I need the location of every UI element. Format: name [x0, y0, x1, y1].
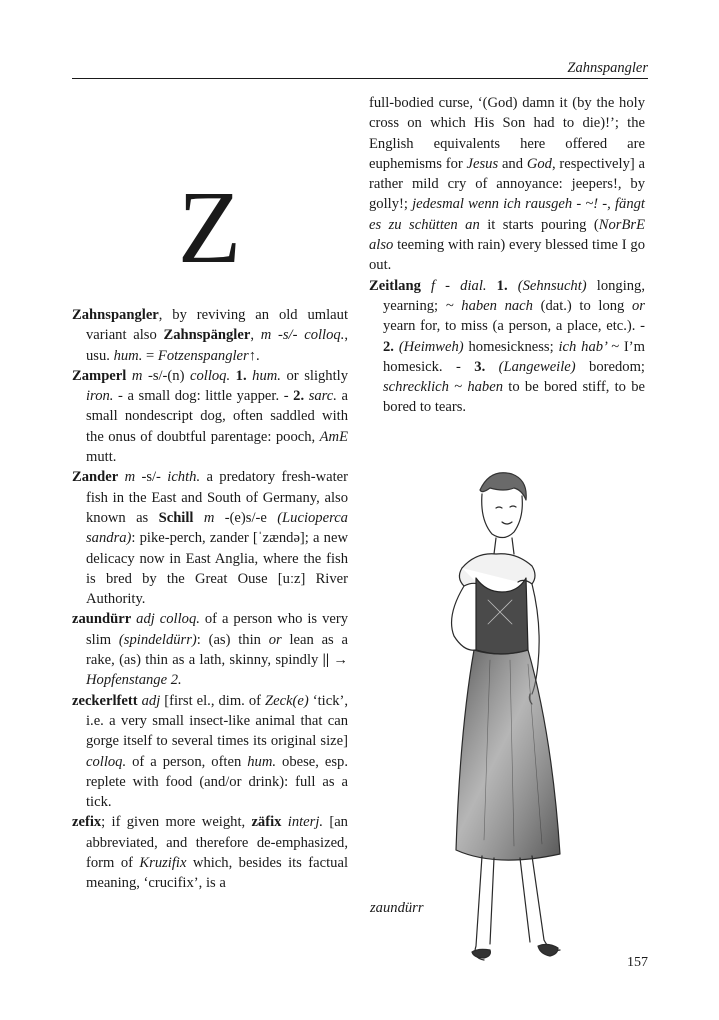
headword-variant: Schill: [158, 509, 194, 526]
entry-text: [508, 278, 518, 294]
entry-text: : pike-perch, zander [ˈzændə]; a new delicacy now in East Anglia, where the fish is bred by the Great Ouse [uːz] River Authority.: [86, 530, 348, 608]
usage-label: NorBrE also: [369, 216, 645, 254]
gloss: (Heimweh): [398, 338, 464, 355]
headword: zaundürr: [72, 611, 132, 628]
grammar-label: m -s/- colloq.: [260, 327, 345, 344]
entry-text: [an abbreviated, and therefore de-emphasized, form of: [86, 814, 348, 872]
headword: Zamperl: [72, 367, 127, 384]
usage-label: hum.: [252, 367, 281, 384]
cross-reference: Fotzenspangler: [157, 347, 249, 364]
entry-text: obese, esp. replete with food (and/or drink): full as a tick.: [86, 753, 348, 811]
entry-text: [487, 278, 497, 294]
page-number: 157: [627, 955, 648, 970]
entry-text: boredom;: [575, 358, 645, 375]
header-rule: [72, 78, 648, 79]
entry-text: a small nondescript dog, often saddled with the onus of doubtful parentage: pooch,: [86, 388, 348, 445]
entry-text: or slightly: [280, 367, 348, 384]
entry-text: →: [329, 652, 348, 669]
illustration-caption: zaundürr: [370, 900, 424, 916]
usage-label: colloq.: [189, 367, 231, 384]
usage-label: iron.: [86, 388, 114, 405]
gloss: (spindeldürr): [118, 631, 197, 648]
entry-zamperl: [72, 366, 348, 467]
dirndl-illustration: [410, 460, 580, 980]
cross-reference: Hopfenstange 2.: [86, 672, 182, 689]
entry-text: [485, 359, 498, 375]
entry-text: -s/-(n): [142, 367, 190, 384]
entry-text: full-bodied curse, ‘(God) damn it (by the holy cross on which His Son had to die)!’; the English equivalents here offered are euphemisms for: [369, 95, 645, 172]
entry-zander: [72, 467, 348, 609]
connector: or: [268, 631, 282, 648]
usage-label: AmE: [319, 428, 348, 445]
entry-zahnspangler: [72, 305, 348, 366]
grammar-label: adj colloq.: [131, 611, 200, 628]
grammar-label: m: [193, 509, 215, 526]
headword: zefix: [72, 814, 102, 831]
entry-text: ,: [250, 327, 261, 344]
entry-text: [first el., dim. of: [160, 692, 265, 709]
entry-text: ‘tick’, i.e. a very small insect-like animal that can gorge itself to several times its original size]: [86, 692, 349, 750]
etymon: Kruzifix: [139, 855, 187, 872]
usage-label: ichth.: [167, 469, 201, 486]
latin-name: (Lucioperca sandra): [86, 509, 348, 547]
etymon: Zeck(e): [265, 692, 309, 709]
grammar-label: m: [118, 469, 136, 486]
entry-text: , usu.: [86, 327, 348, 364]
entry-text: to be bored stiff, to be bored to tears.: [383, 379, 646, 416]
entry-text: mutt.: [86, 449, 117, 466]
entry-zeitlang: [369, 276, 645, 418]
entry-text: lean as a rake, (as) thin as a lath, skinny, spindly: [86, 631, 348, 669]
grammar-label: adj: [137, 692, 161, 709]
separator: ||: [322, 652, 330, 669]
gloss: Jesus: [466, 155, 499, 172]
entry-zefix: [72, 812, 348, 893]
headword: Zahnspangler: [72, 307, 159, 323]
example-phrase: schrecklich ~ haben: [383, 379, 504, 396]
headword-variant: zäfix: [251, 814, 282, 831]
grammar-label: f - dial.: [420, 277, 487, 294]
sense-number: 2.: [383, 338, 394, 355]
entry-text: a predatory fresh-water fish in the East and South of Germany, also known as: [86, 469, 348, 526]
entry-zeckerlfett: [72, 691, 348, 813]
sense-number: 1.: [496, 277, 508, 294]
entry-text: yearn for, to miss (a person, a place, etc.). -: [383, 318, 645, 335]
entry-text: which, besides its factual meaning, ‘crucifix’, is a: [86, 855, 348, 892]
grammar-label: interj.: [281, 814, 324, 831]
entry-text: ; if given more weight,: [101, 814, 252, 831]
gloss: (Sehnsucht): [517, 277, 587, 294]
sense-number: 3.: [474, 358, 486, 375]
entry-text: , by reviving an old umlaut variant also: [86, 307, 348, 344]
entry-text: I’m homesick. -: [383, 338, 645, 375]
sense-number: 1.: [235, 367, 247, 384]
headword-variant: Zahnspängler: [163, 327, 251, 344]
entry-text: of a person who is very slim: [86, 611, 348, 648]
entry-text: it starts pouring (: [479, 216, 599, 233]
sense-number: 2.: [293, 388, 305, 405]
entry-text: -s/-: [135, 469, 168, 486]
entry-text: longing, yearning;: [383, 277, 646, 314]
entry-text: of a person, often: [126, 753, 248, 770]
headword: Zander: [72, 469, 119, 486]
example-phrase: ~ haben nach: [445, 297, 533, 314]
usage-label: colloq.: [86, 753, 127, 770]
right-column: [369, 93, 645, 418]
entry-text: and: [498, 155, 527, 172]
example-phrase: ich hab’ ~: [558, 338, 620, 355]
entry-zaunduerr: [72, 609, 348, 690]
entry-text: - a small dog: little yapper. -: [113, 388, 294, 405]
running-head: Zahnspangler: [567, 60, 648, 76]
entry-text: teeming with rain) every blessed time I go out.: [369, 237, 645, 274]
entry-text: , respectively] a rather mild cry of annoyance: jeepers!, by golly!;: [369, 155, 645, 213]
entry-text: =: [142, 347, 158, 364]
grammar-label: m: [126, 367, 143, 384]
headword: Zeitlang: [369, 277, 421, 294]
connector: or: [632, 297, 645, 314]
gloss: God: [526, 155, 552, 172]
section-letter: Z: [177, 170, 242, 285]
entry-text: homesickness;: [463, 338, 559, 355]
left-column: [72, 305, 348, 894]
entry-zefix-continued: [369, 93, 645, 276]
entry-text: ↑.: [248, 347, 260, 364]
gloss: (Langeweile): [498, 358, 576, 375]
headword: zeckerlfett: [72, 692, 138, 709]
entry-text: (dat.) to long: [532, 297, 632, 314]
example-phrase: jedesmal wenn ich rausgeh - ~! -, fängt es zu schütten an: [369, 196, 645, 233]
entry-text: : (as) thin: [196, 631, 269, 648]
usage-label: sarc.: [308, 388, 337, 405]
entry-text: -(e)s/-e: [214, 509, 278, 526]
usage-label: hum.: [113, 347, 143, 364]
usage-label: hum.: [247, 753, 277, 770]
